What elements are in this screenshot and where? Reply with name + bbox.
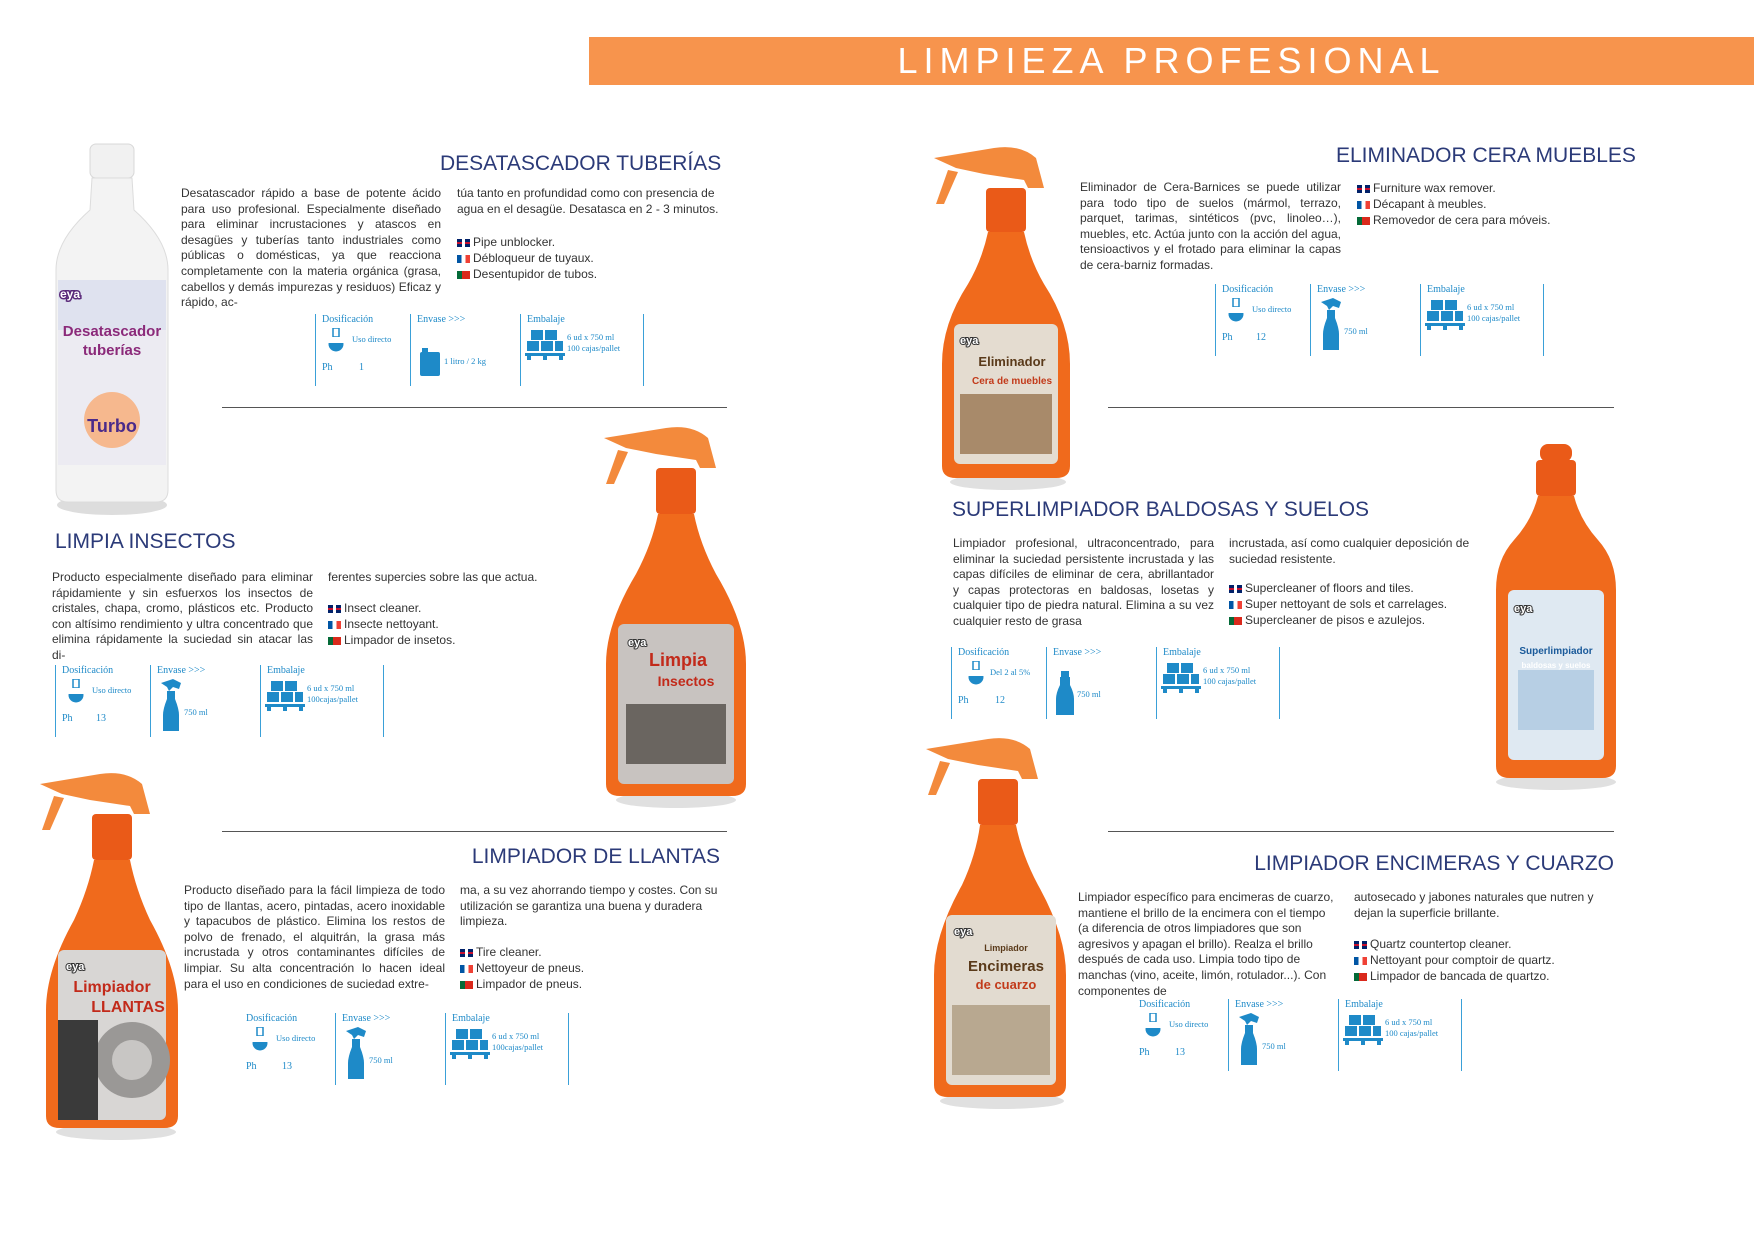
- section-divider: [1108, 831, 1614, 832]
- portugal-flag-icon: [457, 271, 470, 279]
- bottle-label: baldosas y suelos: [1521, 661, 1591, 670]
- spec-packing: Embalaje 6 ud x 750 ml 100cajas/pallet: [445, 1013, 569, 1085]
- product-title: ELIMINADOR CERA MUEBLES: [1336, 144, 1636, 167]
- product-title: DESATASCADOR TUBERÍAS: [440, 152, 722, 175]
- product-description-continued: ferentes supercies sobre las que actua.: [328, 570, 538, 584]
- boxes-pallet-icon: [265, 679, 305, 711]
- spray-bottle-icon: [1319, 298, 1343, 350]
- bottle-label: LLANTAS: [91, 999, 165, 1016]
- france-flag-icon: [457, 255, 470, 263]
- product-title: LIMPIADOR ENCIMERAS Y CUARZO: [1254, 852, 1614, 875]
- boxes-pallet-icon: [1425, 298, 1465, 330]
- page-title: LIMPIEZA PROFESIONAL: [897, 40, 1446, 81]
- product-image-limpiador-llantas: [36, 770, 186, 1140]
- spray-bottle-icon: [1055, 671, 1075, 715]
- uk-flag-icon: [328, 605, 341, 613]
- product-description-continued: ma, a su vez ahorrando tiempo y costes. Con su utilización se garantiza una buena y duradera limpieza.: [460, 883, 718, 929]
- translations: Quartz countertop cleaner. Nettoyant pour comptoir de quartz. Limpador de bancada de quartzo.: [1354, 936, 1555, 984]
- uk-flag-icon: [1354, 941, 1367, 949]
- spec-container: Envase >>> 750 ml: [335, 1013, 445, 1085]
- bottle-label: Limpiador: [984, 943, 1028, 953]
- product-description: Limpiador específico para encimeras de cuarzo, mantiene el brillo de la encimera con el tiempo (a diferencia de otros limpiadores que son agresivos y apagan el brillo). Realza el brillo después de cada uso. Limpia todo tipo de manchas (vino, aceite, limón, rotulador...). Con componentes de: [1078, 890, 1334, 998]
- product-description: Eliminador de Cera-Barnices se puede utilizar para todo tipo de suelos (mármol, terrazo, parquet, tarimas, sintéticos (pvc, linoleo…), muebles, etc. Actúa junto con la acción del agua, tensioactivos y el frotado para eliminar la capas de cera-barniz formadas.: [1080, 180, 1341, 272]
- product-image-desatascador: [48, 140, 176, 520]
- translations: Furniture wax remover. Décapant à meubles. Removedor de cera para móveis.: [1357, 180, 1550, 228]
- bottle-label: eya: [628, 637, 647, 649]
- spec-dosage: Dosificación Uso directo Ph 13: [1139, 999, 1209, 1058]
- spray-bottle-icon: [1237, 1013, 1261, 1065]
- bottle-label: Eliminador: [978, 354, 1046, 369]
- spec-container: Envase >>> 750 ml: [1046, 647, 1156, 719]
- portugal-flag-icon: [328, 637, 341, 645]
- portugal-flag-icon: [1354, 973, 1367, 981]
- section-divider: [1108, 407, 1614, 408]
- product-description: Producto diseñado para la fácil limpieza de todo tipo de llantas, acero, pintadas, acero inoxidable y tapacubos de plástico. Elimina los restos de polvo de frenado, el alquitrán, la grasa más incrustada y otros contaminantes difíciles de limpiar. Su alta concentración lo hacen ideal para el uso en condiciones de suciedad extre-: [184, 883, 445, 991]
- spec-packing: Embalaje 6 ud x 750 ml 100 cajas/pallet: [520, 314, 644, 386]
- spec-dosage: Dosificación Uso directo Ph 12: [1215, 284, 1310, 356]
- bottle-label: Superlimpiador: [1519, 646, 1593, 657]
- translations: Pipe unblocker. Débloqueur de tuyaux. Desentupidor de tubos.: [457, 234, 597, 282]
- flask-icon: [250, 1027, 270, 1051]
- spec-container: Envase >>> 750 ml: [1228, 999, 1338, 1071]
- product-description-continued: autosecado y jabones naturales que nutren y dejan la superficie brillante.: [1354, 890, 1594, 920]
- spec-container: Envase >>> 750 ml: [150, 665, 260, 737]
- france-flag-icon: [328, 621, 341, 629]
- product-image-limpia-insectos: [596, 424, 756, 808]
- flask-icon: [66, 679, 86, 703]
- product-description: Producto especialmente diseñado para eliminar rápidamiente y sin esfuerxos los insectos de cristales, chapa, cromo, plásticos etc. Producto con altísimo rendimiento y ultra concentrado que elimina rápidamente la suciedad sin atacar las di-: [52, 570, 313, 662]
- portugal-flag-icon: [1229, 617, 1242, 625]
- portugal-flag-icon: [460, 981, 473, 989]
- product-image-limpiador-encimeras: [920, 735, 1080, 1109]
- uk-flag-icon: [460, 949, 473, 957]
- product-image-superlimpiador: [1488, 440, 1624, 790]
- product-image-eliminador-cera: [930, 144, 1080, 490]
- bottle-label: eya: [66, 961, 85, 973]
- boxes-pallet-icon: [450, 1027, 490, 1059]
- spec-dosage: Dosificación Del 2 al 5% Ph 12: [951, 647, 1046, 719]
- spec-dosage: Dosificación Uso directo Ph 13: [55, 665, 150, 737]
- flask-icon: [326, 328, 346, 352]
- spec-container: Envase >>> 1 litro / 2 kg: [410, 314, 520, 386]
- bottle-label: tuberías: [82, 342, 142, 359]
- section-divider: [222, 407, 727, 408]
- product-title: SUPERLIMPIADOR BALDOSAS Y SUELOS: [952, 498, 1370, 521]
- france-flag-icon: [1357, 201, 1370, 209]
- bottle-label: Encimeras: [968, 958, 1044, 975]
- bottle-label: eya: [954, 926, 973, 938]
- flask-icon: [1143, 1013, 1163, 1037]
- france-flag-icon: [1354, 957, 1367, 965]
- spec-dosage: Dosificación Uso directo Ph 1: [315, 314, 410, 386]
- product-description-continued: túa tanto en profundidad como con presencia de agua en el desagüe. Desatasca en 2 - 3 minutos.: [457, 186, 719, 216]
- flask-icon: [1226, 298, 1246, 322]
- bottle-label: Insectos: [657, 673, 715, 689]
- product-description-continued: incrustada, así como cualquier deposición de suciedad resistente.: [1229, 536, 1470, 566]
- spray-bottle-icon: [159, 679, 183, 731]
- bottle-label: Cera de muebles: [971, 376, 1053, 387]
- portugal-flag-icon: [1357, 217, 1370, 225]
- product-title: LIMPIA INSECTOS: [55, 530, 236, 553]
- france-flag-icon: [1229, 601, 1242, 609]
- translations: Supercleaner of floors and tiles. Super nettoyant de sols et carrelages. Supercleaner de pisos e azulejos.: [1229, 580, 1447, 628]
- translations: Tire cleaner. Nettoyeur de pneus. Limpador de pneus.: [460, 944, 584, 992]
- spec-packing: Embalaje 6 ud x 750 ml 100cajas/pallet: [260, 665, 384, 737]
- section-divider: [222, 831, 727, 832]
- bottle-label: eya: [1514, 603, 1533, 615]
- spray-bottle-icon: [344, 1027, 368, 1079]
- bottle-label: Desatascador: [62, 323, 162, 340]
- boxes-pallet-icon: [1161, 661, 1201, 693]
- spec-packing: Embalaje 6 ud x 750 ml 100 cajas/pallet: [1156, 647, 1280, 719]
- translations: Insect cleaner. Insecte nettoyant. Limpador de insetos.: [328, 600, 455, 648]
- spec-packing: Embalaje 6 ud x 750 ml 100 cajas/pallet: [1338, 999, 1462, 1071]
- spec-dosage: Dosificación Uso directo Ph 13: [246, 1013, 316, 1072]
- uk-flag-icon: [1229, 585, 1242, 593]
- bottle-label: de cuarzo: [975, 977, 1037, 992]
- jerrycan-icon: [419, 348, 441, 376]
- spec-container: Envase >>> 750 ml: [1310, 284, 1420, 356]
- boxes-pallet-icon: [1343, 1013, 1383, 1045]
- bottle-label: Limpiador: [73, 979, 151, 996]
- bottle-label: eya: [960, 335, 979, 347]
- boxes-pallet-icon: [525, 328, 565, 360]
- product-description: Desatascador rápido a base de potente ácido para uso profesional. Especialmente diseñado para eliminar incrustaciones y atascos en desagües y tuberías tanto industriales como públicas o domésticas, ya que reacciona completamente con la materia orgánica (grasa, cabellos y demás impurezas y residuos) Eficaz y rápido, ac-: [181, 186, 441, 310]
- france-flag-icon: [460, 965, 473, 973]
- bottle-label: eya: [60, 287, 81, 301]
- product-title: LIMPIADOR DE LLANTAS: [471, 845, 720, 868]
- spec-packing: Embalaje 6 ud x 750 ml 100 cajas/pallet: [1420, 284, 1544, 356]
- bottle-label: Limpia: [648, 650, 708, 670]
- flask-icon: [966, 661, 986, 685]
- uk-flag-icon: [457, 239, 470, 247]
- uk-flag-icon: [1357, 185, 1370, 193]
- header-banner: [589, 37, 1754, 85]
- product-description: Limpiador profesional, ultraconcentrado, para eliminar la suciedad persistente incrustada y las capas difíciles de eliminar de cera, abrillantador y capas protectoras en baldosas, losetas y cualquier tipo de piedra natural. Elimina a su vez cualquier resto de grasa: [953, 536, 1214, 628]
- bottle-label: Turbo: [87, 416, 137, 436]
